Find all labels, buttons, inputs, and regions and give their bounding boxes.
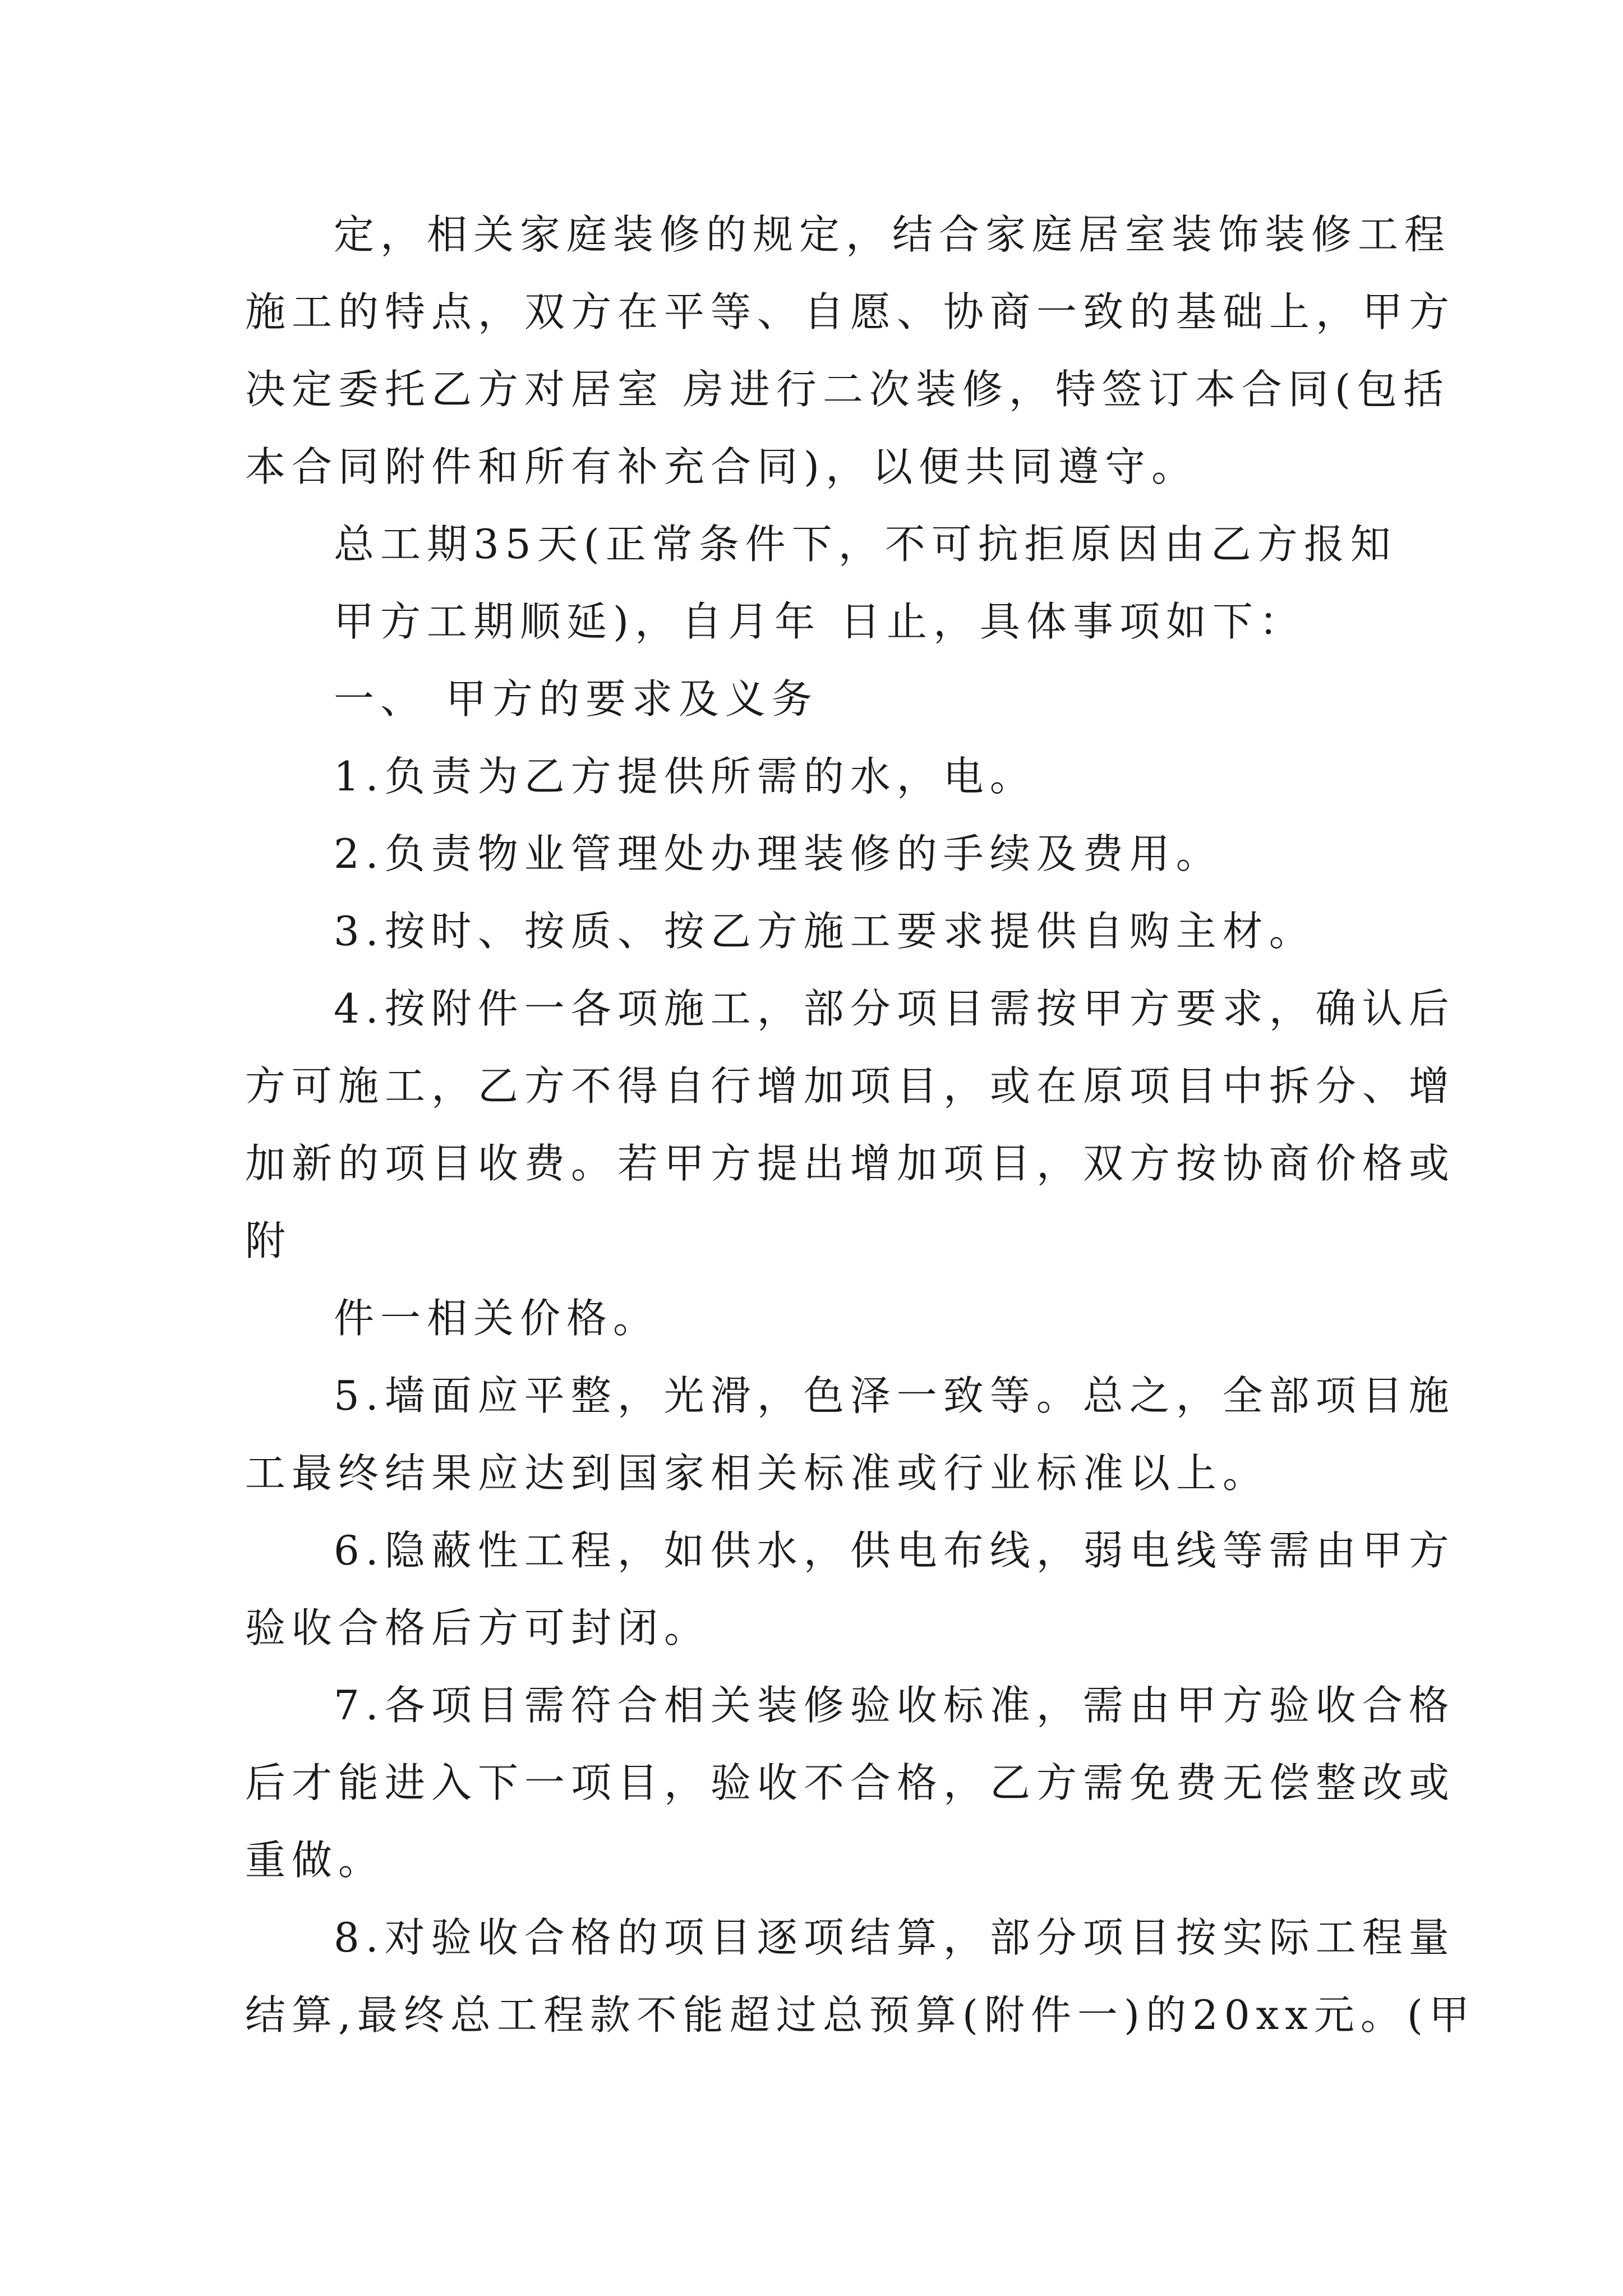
text-line-9: 2.负责物业管理处办理装修的手续及费用。 [334,830,1223,877]
text-line-8: 1.负责为乙方提供所需的水，电。 [334,753,1036,800]
text-line-20: 7.各项目需符合相关装修验收标准，需由甲方验收合格 [334,1682,1455,1729]
text-line-18: 6.隐蔽性工程，如供水，供电布线，弱电线等需由甲方 [334,1527,1455,1574]
text-line-10: 3.按时、按质、按乙方施工要求提供自购主材。 [334,908,1316,955]
text-line-13: 加新的项目收费。若甲方提出增加项目，双方按协商价格或 [245,1140,1456,1187]
text-line-6: 甲方工期顺延)，自月年 日止，具体事项如下： [334,598,1306,645]
text-line-22: 重做。 [245,1837,385,1884]
text-line-2: 施工的特点，双方在平等、自愿、协商一致的基础上，甲方 [245,288,1456,335]
text-line-23: 8.对验收合格的项目逐项结算，部分项目按实际工程量 [334,1914,1455,1961]
text-line-24: 结算,最终总工程款不能超过总预算(附件一)的20xx元。(甲 [245,1991,1476,2039]
text-line-5: 总工期35天(正常条件下，不可抗拒原因由乙方报知 [334,521,1397,568]
text-line-21: 后才能进入下一项目，验收不合格，乙方需免费无偿整改或 [245,1759,1456,1806]
text-line-19: 验收合格后方可封闭。 [245,1604,711,1651]
text-line-11: 4.按附件一各项施工，部分项目需按甲方要求，确认后 [334,985,1455,1032]
text-line-4: 本合同附件和所有补充合同)，以便共同遵守。 [245,443,1198,490]
text-line-16: 5.墙面应平整，光滑，色泽一致等。总之，全部项目施 [334,1372,1455,1419]
text-line-3: 决定委托乙方对居室 房进行二次装修，特签订本合同(包括 [245,366,1450,413]
text-line-12: 方可施工，乙方不得自行增加项目，或在原项目中拆分、增 [245,1062,1456,1110]
text-line-14: 附 [245,1217,292,1264]
text-line-1: 定，相关家庭装修的规定，结合家庭居室装饰装修工程 [334,211,1451,258]
text-line-15: 件一相关价格。 [334,1295,660,1342]
section-heading: 一、 甲方的要求及义务 [334,675,818,723]
text-line-17: 工最终结果应达到国家相关标准或行业标准以上。 [245,1450,1270,1497]
